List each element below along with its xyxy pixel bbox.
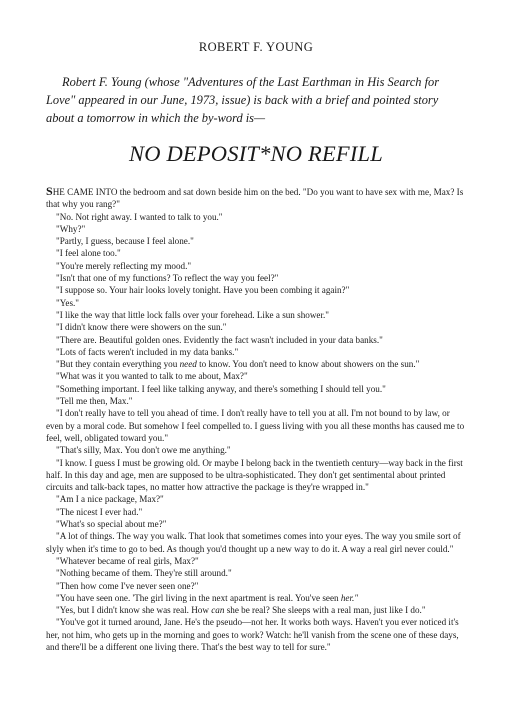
paragraph: "Whatever became of real girls, Max?" (56, 555, 199, 566)
paragraph: "Something important. I feel like talking anyway, and there's something I should tell you." (56, 383, 386, 394)
paragraph: "You're merely reflecting my mood." (56, 260, 192, 271)
paragraph: "Lots of facts weren't included in my data banks." (56, 346, 239, 357)
paragraph: "I don't really have to tell you ahead of time. I don't really have to tell you at all. I'm not bound to by law, or even by a moral code. But somehow I feel compelled to. I guess living with you all these months has caused me to feel, well, obligated toward you." (46, 408, 465, 443)
paragraph: "You've got it turned around, Jane. He's the pseudo—not her. It works both ways. Haven't you ever noticed it's her, not him, who gets up in the morning and goes to work? Watch: he'll vanish from the scene one of these days, and there'll be a different one living there. That's the best way to tell for sure." (46, 617, 459, 652)
paragraph: "There are. Beautiful golden ones. Evidently the fact wasn't included in your data banks." (56, 334, 383, 345)
emphasis: need (179, 359, 197, 370)
story-body (46, 185, 466, 653)
emphasis: her." (340, 592, 359, 603)
paragraph: "You have seen one. 'The girl living in the next apartment is real. You've seen her." (56, 592, 359, 603)
paragraph: "That's silly, Max. You don't owe me anything." (56, 445, 231, 456)
drop-cap: S (46, 184, 53, 198)
paragraph: SHE CAME INTO the bedroom and sat down beside him on the bed. "Do you want to have sex with me, Max? Is that why you rang?" (46, 184, 464, 210)
paragraph: "Isn't that one of my functions? To reflect the way you feel?" (56, 273, 279, 284)
story-intro: Robert F. Young (whose "Adventures of the Last Earthman in His Search for Love" appeared in our June, 1973, issue) is back with a brief and pointed story about a tomorrow in which the by-word is— (46, 75, 440, 125)
paragraph: "Yes, but I didn't know she was real. How can she be real? She sleeps with a real man, just like I do." (56, 605, 426, 616)
paragraph: "No. Not right away. I wanted to talk to you." (56, 211, 223, 222)
paragraph: "I feel alone too." (56, 248, 121, 259)
paragraph: "I didn't know there were showers on the sun." (56, 322, 227, 333)
paragraph: "The nicest I ever had." (56, 506, 143, 517)
paragraph: "Then how come I've never seen one?" (56, 580, 199, 591)
author-heading: ROBERT F. YOUNG (198, 40, 314, 54)
paragraph: "Nothing became of them. They're still around." (56, 568, 232, 579)
paragraph: "But they contain everything you need to know. You don't need to know about showers on the sun." (56, 359, 420, 370)
paragraph: "Tell me then, Max." (56, 396, 133, 407)
paragraph: "Am I a nice package, Max?" (56, 494, 164, 505)
paragraph: "I know. I guess I must be growing old. Or maybe I belong back in the twentieth century—way back in the first half. In this day and age, men are supposed to be ultra-sophisticated. They don't get sentimental about printed circuits and talk-back tapes, no matter how attractive the package is they're wrapped in." (46, 457, 463, 493)
emphasis: can (211, 605, 225, 616)
paragraph: "Yes." (56, 297, 80, 308)
paragraph: "Partly, I guess, because I feel alone." (56, 236, 194, 247)
opening-words: HE CAME INTO (52, 187, 118, 197)
story-title: NO DEPOSIT*NO REFILL (128, 141, 383, 166)
paragraph: "What's so special about me?" (56, 519, 167, 530)
paragraph: "What was it you wanted to talk to me about, Max?" (56, 371, 248, 382)
paragraph: "Why?" (56, 223, 86, 234)
paragraph: "I like the way that little lock falls over your forehead. Like a sun shower." (56, 309, 330, 320)
paragraph: "I suppose so. Your hair looks lovely tonight. Have you been combing it again?" (56, 285, 350, 296)
paragraph: "A lot of things. The way you walk. That look that sometimes comes into your eyes. The way you smile sort of slyly when it's time to go to bed. As though you'd thought up a new way to do it. A way a real girl never could." (46, 531, 461, 554)
